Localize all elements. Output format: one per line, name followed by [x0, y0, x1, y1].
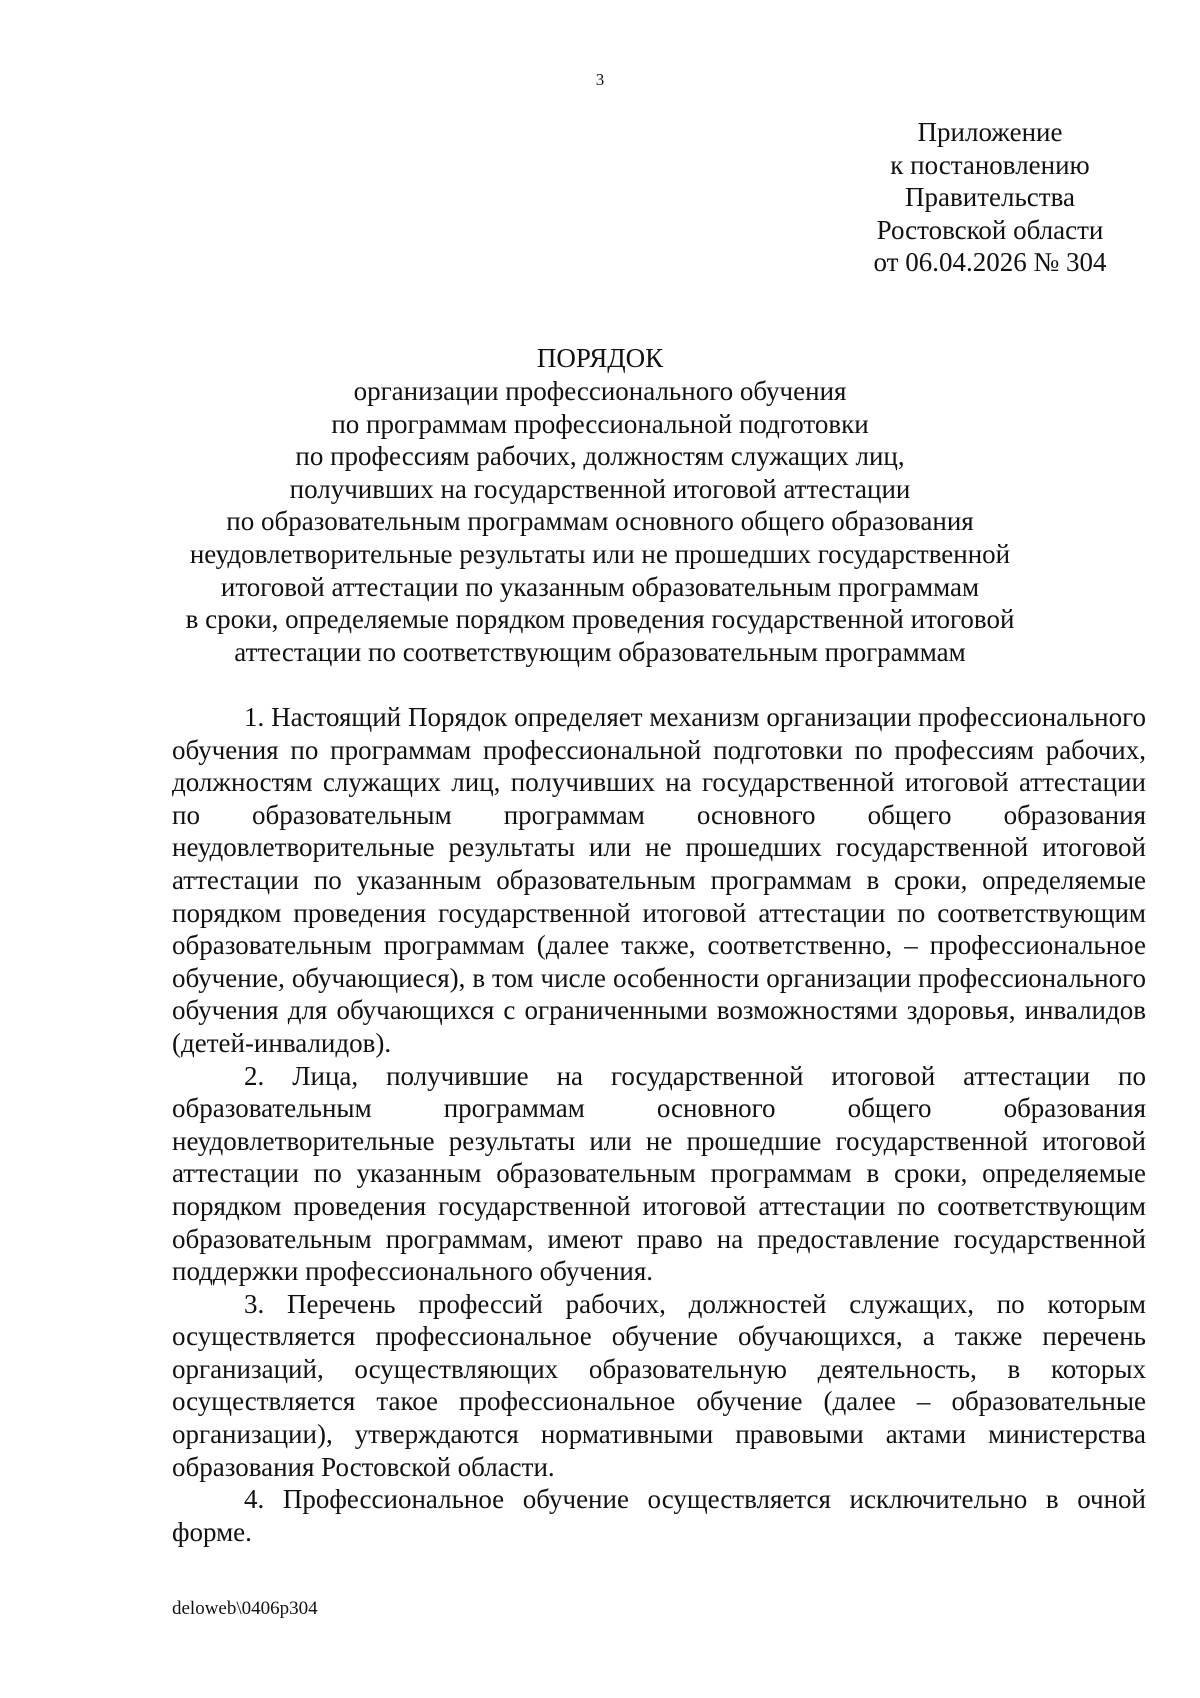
paragraph-2: 2. Лица, получившие на государственной итоговой аттестации по образовательным программам основного общего образования неудовлетворительные результаты или не прошедшие государственной итоговой аттестации по указанным образовательным программам в сроки, определяемые порядком проведения государственной итоговой аттестации по соответствующим образовательным программам, имеют право на предоставление государственной поддержки профессионального обучения.: [172, 1060, 1146, 1287]
paragraph-3: 3. Перечень профессий рабочих, должностей служащих, по которым осуществляется профессиональное обучение обучающихся, а также перечень организаций, осуществляющих образовательную деятельность, в которых осуществляется такое профессиональное обучение (далее – образовательные организации), утверждаются нормативными правовыми актами министерства образования Ростовской области.: [172, 1288, 1146, 1482]
subtitle-line: по образовательным программам основного общего образования: [226, 506, 974, 537]
paragraph-4: 4. Профессиональное обучение осуществляется исключительно в очной форме.: [172, 1484, 1146, 1547]
subtitle-line: в сроки, определяемые порядком проведения государственной итоговой: [185, 604, 1015, 635]
footer-document-code: deloweb\0406p304: [172, 1598, 318, 1619]
annex-line: от 06.04.2026 № 304: [873, 247, 1107, 278]
page-number: 3: [595, 70, 605, 89]
subtitle-line: организации профессионального обучения: [353, 376, 847, 406]
annex-line: к постановлению: [890, 149, 1090, 180]
document-body: [172, 701, 1146, 1548]
subtitle-line: неудовлетворительные результаты или не прошедших государственной: [189, 538, 1011, 569]
paragraph-1: 1. Настоящий Порядок определяет механизм организации профессионального обучения по программам профессиональной подготовки по профессиям рабочих, должностям служащих лиц, получивших на государственной итоговой аттестации по образовательным программам основного общего образования неудовлетворительные результаты или не прошедших государственной итоговой аттестации по указанным образовательным программам в сроки, определяемые порядком проведения государственной итоговой аттестации по соответствующим образовательным программам (далее также, соответственно, – профессиональное обучение, обучающиеся), в том числе особенности организации профессионального обучения для обучающихся с ограниченными возможностями здоровья, инвалидов (детей-инвалидов).: [172, 702, 1146, 1058]
annex-line: Правительства: [905, 182, 1075, 213]
document-subtitle: [100, 375, 1100, 668]
subtitle-line: по профессиям рабочих, должностям служащих лиц,: [295, 441, 905, 472]
annex-line: Ростовской области: [876, 214, 1104, 245]
subtitle-line: получивших на государственной итоговой аттестации: [289, 473, 911, 504]
subtitle-line: аттестации по соответствующим образовательным программам: [234, 636, 966, 667]
annex-block: [840, 116, 1140, 279]
annex-line: Приложение: [917, 117, 1063, 147]
document-title: ПОРЯДОК: [536, 343, 664, 373]
subtitle-line: итоговой аттестации по указанным образовательным программам: [220, 571, 980, 602]
subtitle-line: по программам профессиональной подготовки: [331, 408, 869, 439]
